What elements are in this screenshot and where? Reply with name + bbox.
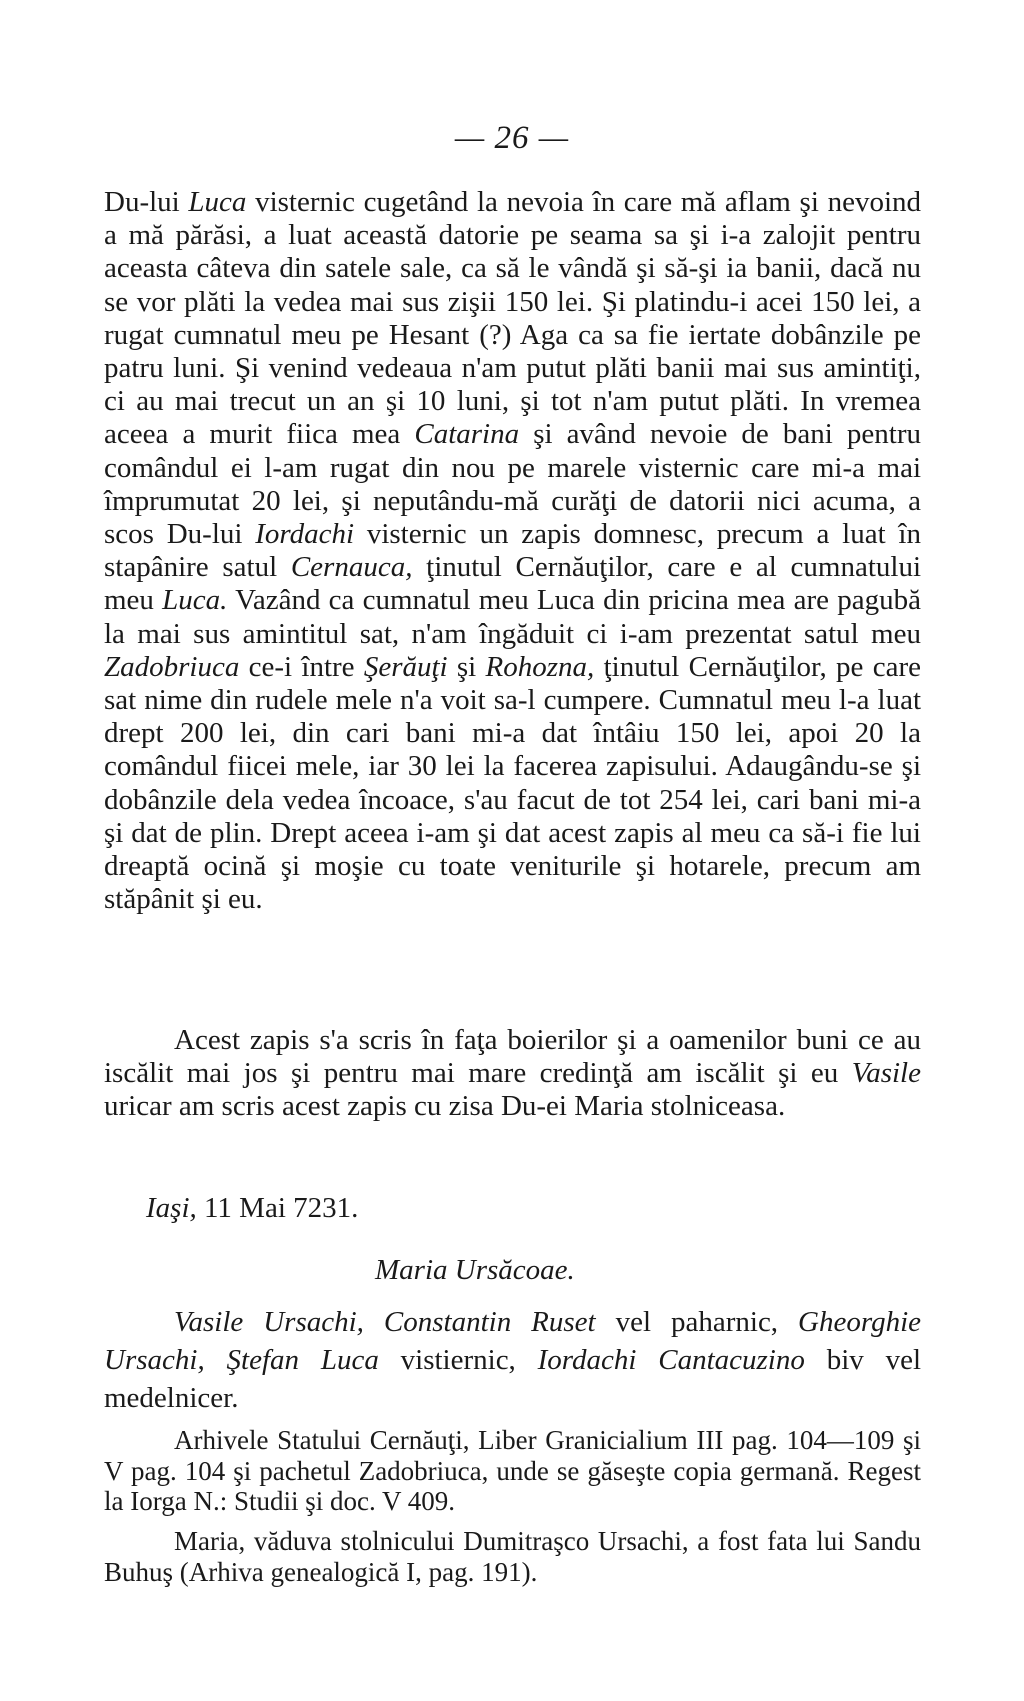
- date-line: Iaşi, 11 Mai 7231.: [146, 1192, 359, 1224]
- page-number: — 26 —: [454, 120, 570, 156]
- closing-paragraph: Acest zapis s'a scris în faţa boierilor şi a oamenilor buni ce au iscălit mai jos şi pentru mai mare credinţă am iscălit şi eu Vasile uricar am scris acest zapis cu zisa Du-ei Maria stolniceasa.: [104, 1024, 921, 1123]
- genealogy-note: Maria, văduva stolnicului Dumitraşco Ursachi, a fost fata lui Sandu Buhuş (Arhiva genealogică I, pag. 191).: [104, 1526, 921, 1587]
- signature: Maria Ursăcoae.: [375, 1254, 575, 1286]
- witnesses-paragraph: Vasile Ursachi, Constantin Ruset vel paharnic, Gheorghie Ursachi, Ştefan Luca vistiernic, Iordachi Cantacuzino biv vel medelnicer.: [104, 1306, 921, 1414]
- archive-note: Arhivele Statului Cernăuţi, Liber Granicialium III pag. 104—109 şi V pag. 104 şi pachetul Zadobriuca, unde se găseşte copia germană. Regest la Iorga N.: Studii şi doc. V 409.: [104, 1425, 921, 1516]
- main-paragraph: Du-lui Luca visternic cugetând la nevoia în care mă aflam şi nevoind a mă părăsi, a luat această datorie pe seama sa şi i-a zalojit pentru aceasta câteva din satele sale, ca să le vândă şi să-şi ia banii, dacă nu se vor plăti la vedea mai sus zişii 150 lei. Şi platindu-i acei 150 lei, a rugat cumnatul meu pe Hesant (?) Aga ca sa fie iertate dobânzile pe patru luni. Şi venind vedeaua n'am putut plăti banii mai sus amintiţi, ci au mai trecut un an şi 10 luni, şi tot n'am putut plăti. In vremea aceea a murit fiica mea Catarina şi având nevoie de bani pentru comândul ei l-am rugat din nou pe marele visternic care mi-a mai împrumutat 20 lei, şi neputându-mă curăţi de datorii nici acuma, a scos Du-lui Iordachi visternic un zapis domnesc, precum a luat în stapânire satul Cernauca, ţinutul Cernăuţilor, care e al cumnatului meu Luca. Vazând ca cumnatul meu Luca din pricina mea are pagubă la mai sus amintitul sat, n'am îngăduit ci i-am prezentat satul meu Zadobriuca ce-i între Şerăuţi şi Rohozna, ţinutul Cernăuţilor, pe care sat nime din rudele mele n'a voit sa-l cumpere. Cumnatul meu l-a luat drept 200 lei, din cari bani mi-a dat întâiu 150 lei, apoi 20 la comândul fiicei mele, iar 30 lei la facerea zapisului. Adaugându-se şi dobânzile dela vedea încoace, s'au facut de tot 254 lei, cari bani mi-a şi dat de plin. Drept aceea i-am şi dat acest zapis al meu ca să-i fie lui dreaptă ocină şi moşie cu toate veniturile şi hotarele, precum am stăpânit şi eu.: [104, 186, 921, 916]
